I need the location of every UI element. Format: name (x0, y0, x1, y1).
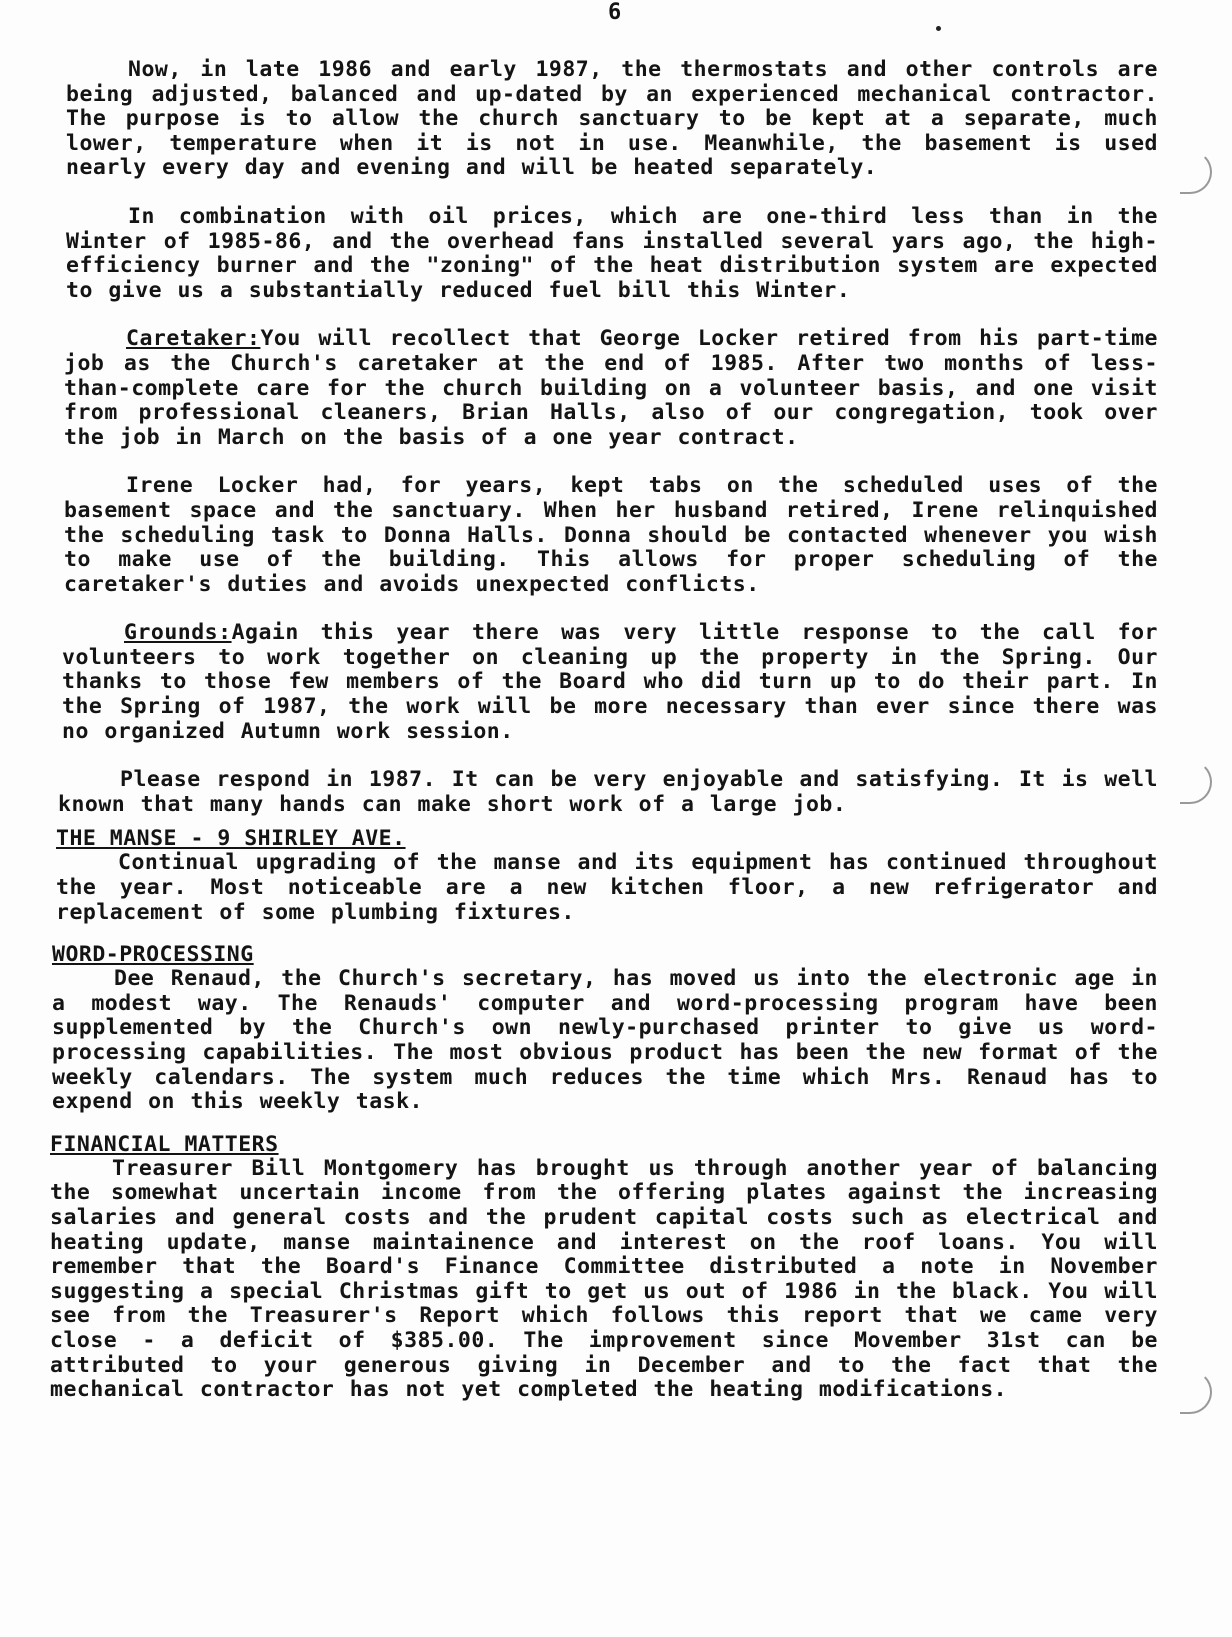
grounds-label: Grounds: (124, 620, 232, 646)
paragraph-irene: Irene Locker had, for years, kept tabs on the scheduled uses of the basement space and the sanctuary. When her husband retired, Irene relinquished the scheduling task to Donna Halls. Donna should be contacted whenever you wish to make use of the building. This allows for proper scheduling of the caretaker's duties and avoids unexpected conflicts. (64, 473, 1158, 597)
paragraph-oil-prices: In combination with oil prices, which are one-third less than in the Winter of 1985-86, and the overhead fans installed several yars ago, the high-efficiency burner and the "zoning" of the heat distribution system are expected to give us a substantially reduced fuel bill this Winter. (66, 203, 1158, 303)
binding-hole-shadow (1180, 760, 1212, 804)
section-heading-word-processing: WORD-PROCESSING (52, 942, 254, 968)
paragraph-word-processing: Dee Renaud, the Church's secretary, has moved us into the electronic age in a modest way. The Renauds' computer and word-processing program have been supplemented by the Church's own newly-purchased printer to give us word-processing capabilities. The most obvious product has been the new format of the weekly calendars. The system much reduces the time which Mrs. Renaud has to expend on this weekly task. (52, 966, 1158, 1115)
paragraph-financial: Treasurer Bill Montgomery has brought us through another year of balancing the somewhat uncertain income from the offering plates against the increasing salaries and general costs and the prudent capital costs such as electrical and heating update, manse maintainence and interest on the roof loans. You will remember that the Board's Finance Committee distributed a note in November suggesting a special Christmas gift to get us out of 1986 in the black. You will see from the Treasurer's Report which follows this report that we came very close - a deficit of $385.00. The improvement since Movember 31st can be attributed to your generous giving in December and to the fact that the mechanical contractor has not yet completed the heating modifications. (50, 1155, 1158, 1403)
binding-hole-shadow (1180, 150, 1212, 194)
document-body (48, 58, 1158, 1421)
paragraph-caretaker (64, 327, 1158, 450)
page-number: 6 (608, 0, 622, 25)
paragraph-thermostats: Now, in late 1986 and early 1987, the thermostats and other controls are being adjusted, balanced and up-dated by an experienced mechanical contractor. The purpose is to allow the church sanctuary to be kept at a separate, much lower, temperature when it is not in use. Meanwhile, the basement is used nearly every day and evening and will be heated separately. (66, 57, 1158, 181)
paragraph-grounds (62, 621, 1158, 744)
binding-hole-shadow (1180, 1370, 1212, 1414)
paragraph-respond: Please respond in 1987. It can be very enjoyable and satisfying. It is well known that many hands can make short work of a large job. (58, 767, 1158, 817)
section-heading-manse: THE MANSE - 9 SHIRLEY AVE. (56, 826, 406, 852)
grounds-text: Again this year there was very little response to the call for volunteers to work together on cleaning up the property in the Spring. Our thanks to those few members of the Board who did turn up to do their part. In the Spring of 1987, the work will be more necessary than ever since there was no organized Autumn work session. (62, 620, 1158, 744)
stray-mark (936, 26, 941, 31)
caretaker-label: Caretaker: (126, 326, 261, 352)
section-heading-financial: FINANCIAL MATTERS (50, 1131, 279, 1157)
caretaker-text: You will recollect that George Locker retired from his part-time job as the Church's caretaker at the end of 1985. After two months of less-than-complete care for the church building on a volunteer basis, and one visit from professional cleaners, Brian Halls, also of our congregation, took over the job in March on the basis of a one year contract. (64, 326, 1158, 450)
paragraph-manse: Continual upgrading of the manse and its equipment has continued throughout the year. Most noticeable are a new kitchen floor, a new refrigerator and replacement of some plumbing fixtures. (56, 850, 1158, 925)
